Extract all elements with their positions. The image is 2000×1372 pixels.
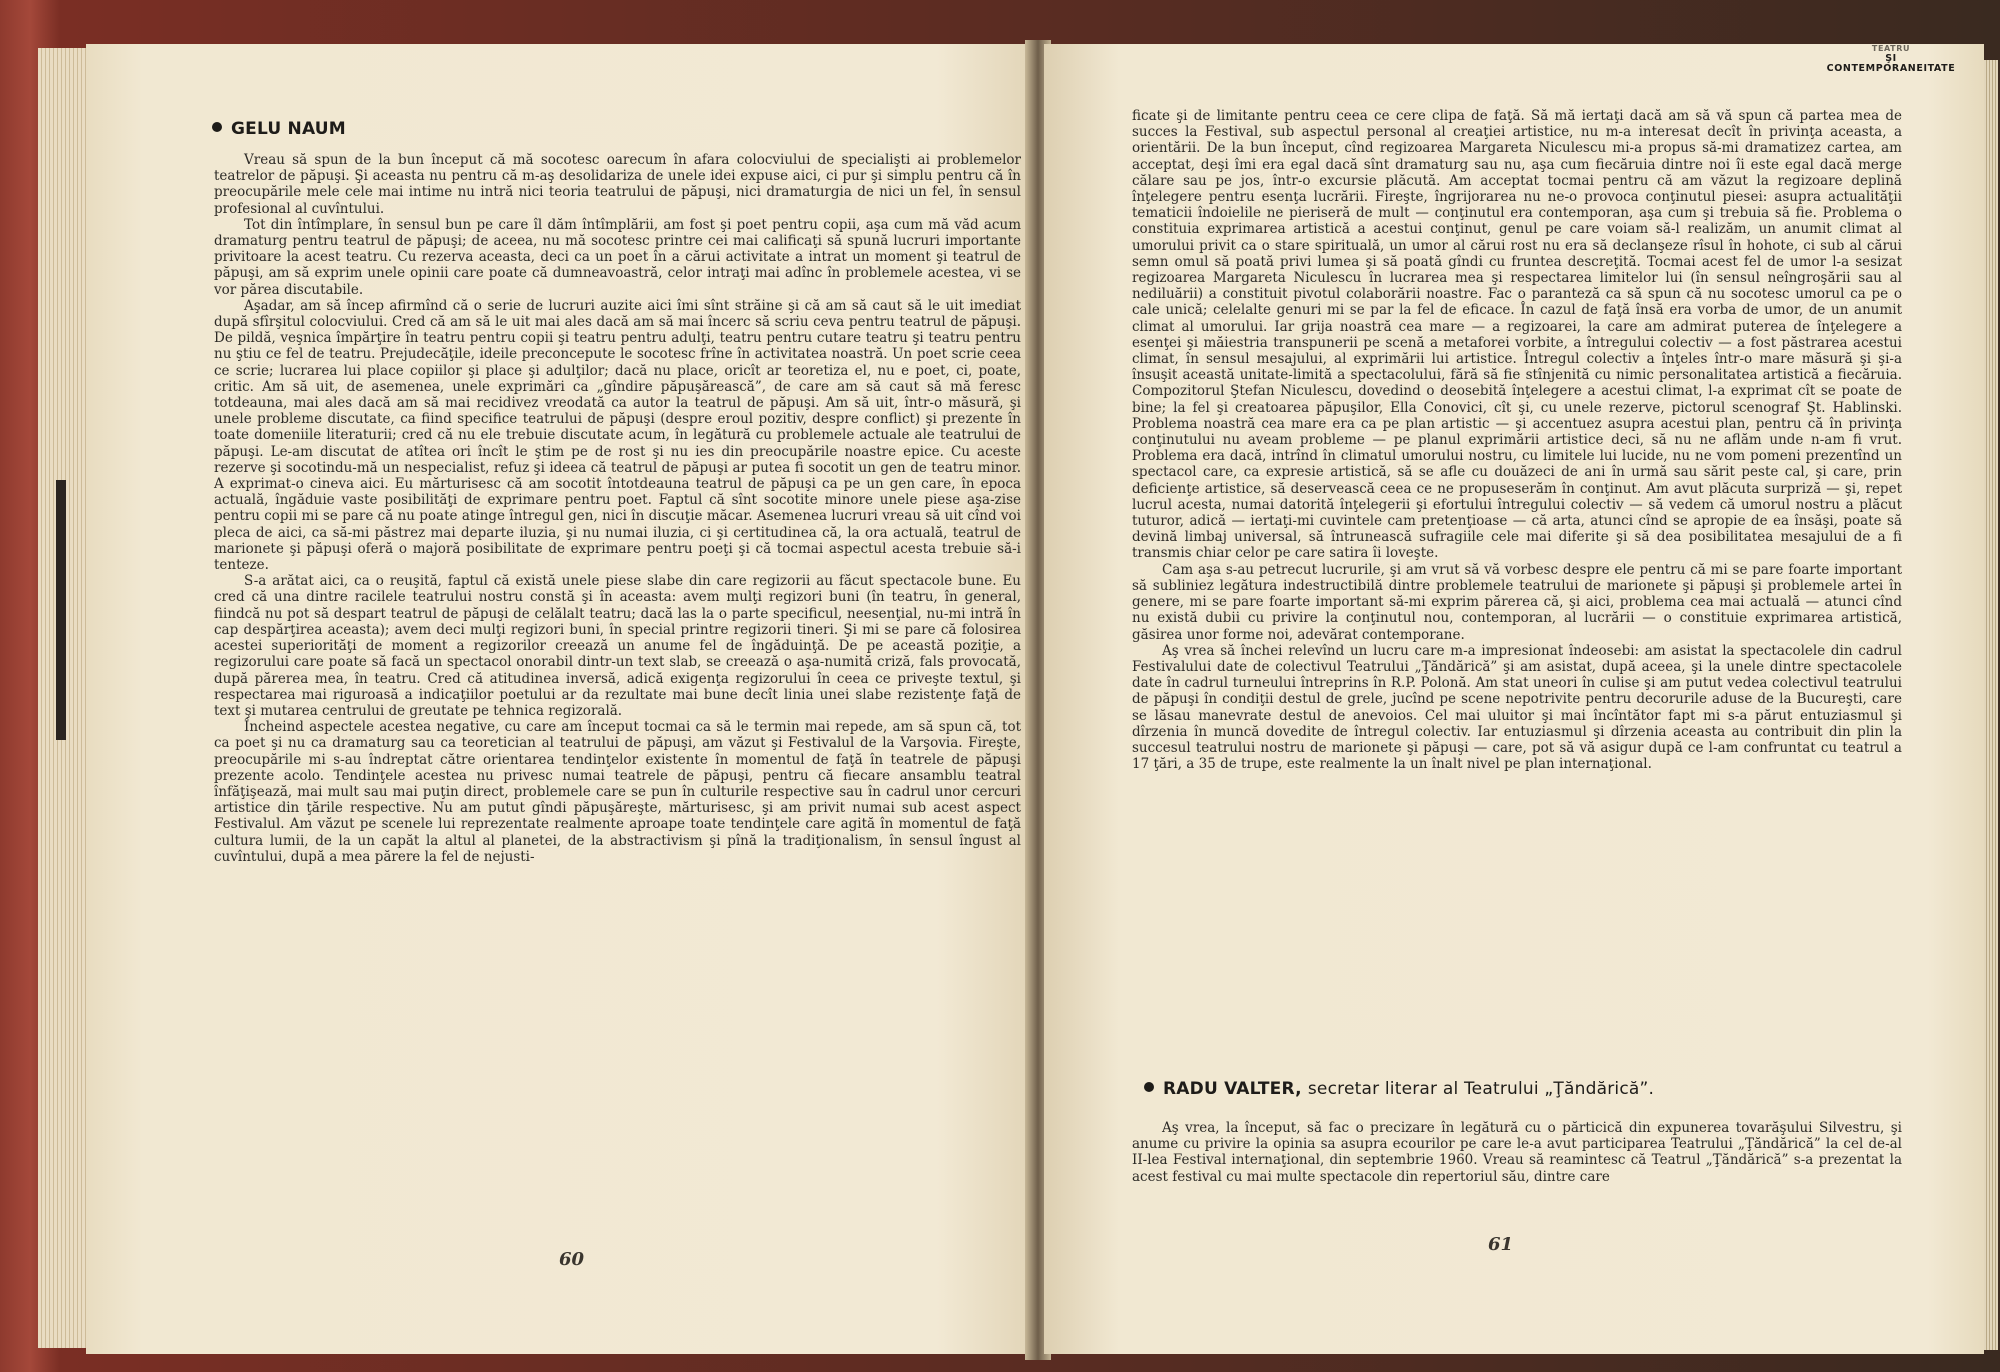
paragraph: Cam aşa s-au petrecut lucrurile, şi am vrut să vă vorbesc despre ele pentru că mi se pare foarte important să subliniez legătura indestructibilă dintre problemele teatrului de marionete şi păpuşi şi problemele artei în genere, mi se pare foarte important să-mi exprim părerea că, şi aici, problema cea mai actuală — atunci cînd nu există dubii cu privire la conţinutul nou, contemporan, al lucrării — o constituie exprimarea artistică, găsirea unor forme noi, adevărat contemporane. xyxy=(1132,561,1902,643)
paragraph: S-a arătat aici, ca o reuşită, faptul că există unele piese slabe din care regizorii au făcut spectacole bune. Eu cred că una dintre racilele teatrului nostru constă şi în aceasta: avem mulţi regizori buni (în teatru, în general, fiindcă nu pot să despart teatrul de păpuşi de celălalt teatru; dacă las la o parte specificul, neesenţial, nu-mi intră în cap despărţirea aceasta); avem deci mulţi regizori buni, în special printre regizorii tineri. Şi mi se pare că folosirea acestei superiorităţi de moment a regizorilor creează un anume fel de îngăduinţă. De pe această poziţie, a regizorului care poate să facă un spectacol onorabil dintr-un text slab, se creează o aşa-numită criză, fals provocată, după părerea mea, în teatru. Cred că atitudinea inversă, adică exigenţa regizorului în ceea ce priveşte textul, şi respectarea mai riguroasă a indicaţiilor poetului ar da rezultate mai bune decît linia unei slabe rezistenţe faţă de text şi mutarea centrului de greutate pe tehnica regizorală. xyxy=(214,573,1021,719)
left-page xyxy=(86,44,1031,1354)
paragraph: Aş vrea, la început, să fac o precizare în legătură cu o părticică din expunerea tovarăşului Silvestru, şi anume cu privire la opinia sa asupra ecourilor pe care le-a avut participarea Teatrului „Ţăndărică” la cel de-al II-lea Festival internaţional, din septembrie 1960. Vreau să reamintesc că Teatrul „Ţăndărică” s-a prezentat la acest festival cu mai multe spectacole din repertoriul său, dintre care xyxy=(1132,1120,1902,1185)
paragraph: ficate şi de limitante pentru ceea ce cere clipa de faţă. Să mă iertaţi dacă am să vă spun că partea mea de succes la Festival, sub aspectul personal al creaţiei artistice, nu m-a interesat decît în privinţa aceasta, a orientării. De la bun început, cînd regizoarea Margareta Niculescu mi-a propus să-mi dramatizez cartea, am acceptat, deşi îmi era egal dacă sînt dramaturg sau nu, aşa cum fiecăruia dintre noi îi este egal dacă merge călare sau pe jos, într-o excursie plăcută. Am acceptat tocmai pentru că am văzut la regizoare deplină înţelegere pentru esenţa lucrării. Fireşte, îngrijorarea nu ne-o provoca conţinutul piesei: asupra actualităţii tematicii îndoielile ne pieriseră de mult — conţinutul era contemporan, aşa cum şi trebuia să fie. Problema o constituia exprimarea artistică a acestui conţinut, genul pe care voiam să-l realizăm, un anumit climat al umorului privit ca o stare spirituală, un umor al cărui rost nu era să declanşeze rîsul în hohote, ci sub al cărui semn omul să poată privi lumea şi să poată gîndi cu fruntea descreţită. Tocmai acest fel de umor l-a sesizat regizoarea Margareta Niculescu în lucrarea mea şi respectarea limitelor lui (în sensul neîngroşării sau al nediluării) a constituit pivotul colaborării noastre. Fac o paranteză ca să spun că nu socotesc umorul ca pe o cale unică; celelalte genuri mi se par la fel de eficace. În cazul de faţă însă era vorba de umor, de un anumit climat al umorului. Iar grija noastră cea mare — a regizoarei, la care am admirat puterea de înţelegere a esenţei şi măiestria transpunerii pe scenă a metaforei vorbite, a întregului colectiv — a fost păstrarea acestui climat, în sensul mesajului, al exprimării lui artistice. Întregul colectiv a înţeles într-o mare măsură şi şi-a însuşit această unitate-limită a spectacolului, fără să fie stînjenită cu nimic personalitatea artistică a fiecăruia. Compozitorul Ştefan Niculescu, dovedind o deosebită înţelegere a acestui climat, l-a exprimat cît se poate de bine; la fel şi creatoarea păpuşilor, Ella Conovici, cît şi, cu unele rezerve, pictorul scenograf Şt. Hablinski. Problema noastră cea mare era ca pe plan artistic — şi accentuez asupra acestui plan, pentru că în privinţa conţinutului nu aveam probleme — pe planul exprimării artistice deci, să nu ne aflăm unde n-am fi vrut. Problema era dacă, intrînd în climatul umorului nostru, cu limitele lui lucide, nu ne vom pomeni prezentînd un spectacol care, ca expresie artistică, să se afle cu douăzeci de ani în urmă sau sărit peste cal, şi care, prin deficienţe artistice, să deservească ceea ce ne propuseserăm în conţinut. Am avut plăcuta surpriză — şi, repet lucrul acesta, numai datorită înţelegerii şi efortului întregului colectiv — să vedem că umorul nostru a plăcut tuturor, adică — iertaţi-mi cuvintele cam pretenţioase — că arta, atunci cînd se apropie de ea însăşi, poate să devină limbaj universal, să întrunească sufragiile cele mai diferite şi să dea posibilitatea mesajului de a fi transmis chiar celor pe care satira îi loveşte. xyxy=(1132,108,1902,562)
speaker-heading xyxy=(212,119,346,139)
running-head-middle: ŞI xyxy=(1885,53,1897,64)
right-section-text xyxy=(1132,1120,1902,1185)
page-number: 60 xyxy=(559,1249,585,1270)
paragraph: Tot din întîmplare, în sensul bun pe care îl dăm întîmplării, am fost şi poet pentru copii, aşa cum mă văd acum dramaturg pentru teatrul de păpuşi; de aceea, nu mă socotesc printre cei mai calificaţi să spună lucruri importante privitoare la acest teatru. Cu rezerva aceasta, deci ca un poet în a cărui activitate a intrat un moment şi teatrul de păpuşi, am să exprim unele opinii care poate că dumneavoastră, celor intraţi mai adînc în problemele acestea, vi se vor părea discutabile. xyxy=(214,216,1021,298)
page-number: 61 xyxy=(1488,1234,1514,1255)
speaker-name: RADU VALTER, xyxy=(1163,1079,1302,1099)
speaker-role: secretar literar al Teatrului „Ţăndărică”. xyxy=(1307,1079,1655,1099)
speaker-name: GELU NAUM xyxy=(231,119,346,139)
right-page xyxy=(1044,44,1984,1354)
running-head-bottom: CONTEMPORANEITATE xyxy=(1826,63,1956,74)
paragraph: Aş vrea să închei relevînd un lucru care m-a impresionat îndeosebi: am asistat la spectacolele din cadrul Festivalului date de colectivul Teatrului „Ţăndărică” şi am asistat, după aceea, şi la unele dintre spectacolele date în cadrul turneului întreprins în R.P. Polonă. Am stat uneori în culise şi am putut vedea colectivul teatrului de păpuşi în condiţii destul de grele, jucînd pe scene nepotrivite pentru decorurile aduse de la Bucureşti, care se lăsau manevrate destul de anevoios. Cel mai uluitor şi mai încîntător fapt mi s-a părut entuziasmul şi dîrzenia în muncă dovedite de întregul colectiv. Iar entuziasmul şi dîrzenia aceasta au contribuit din plin la succesul teatrului nostru de marionete şi păpuşi — care, pot să vă asigur după ce l-am confruntat cu teatrul a 17 ţări, a 35 de trupe, este realmente la un înalt nivel pe plan internaţional. xyxy=(1132,642,1902,773)
speaker-heading xyxy=(1144,1079,1654,1099)
right-text-column xyxy=(1132,108,1902,772)
paragraph: Încheind aspectele acestea negative, cu care am început tocmai ca să le termin mai repede, am să spun că, tot ca poet şi nu ca dramaturg sau ca teoretician al teatrului de păpuşi, am văzut şi Festivalul de la Varşovia. Fireşte, preocupările mi s-au îndreptat către orientarea tendinţelor existente în momentul de faţă în teatrele de păpuşi prezente acolo. Tendinţele acestea nu privesc numai teatrele de păpuşi, pentru că fiecare ansamblu teatral înfăţişează, mai mult sau mai puţin direct, problemele care se pun în culturile respective sau în cadrul unor cercuri artistice din ţările respective. Nu am putut gîndi păpuşăreşte, mărturisesc, şi am privit numai sub acest aspect Festivalul. Am văzut pe scenele lui reprezentate realmente aproape toate tendinţele care agită în momentul de faţă cultura lumii, de la un capăt la altul al planetei, de la abstractivism şi pînă la tradiţionalism, în sensul îngust al cuvîntului, după a mea părere la fel de nejusti- xyxy=(214,719,1021,865)
bookmark-ribbon xyxy=(56,480,66,740)
left-text-column xyxy=(214,152,1021,865)
running-head-top: TEATRU xyxy=(1871,44,1911,53)
paragraph: Aşadar, am să încep afirmînd că o serie de lucruri auzite aici îmi sînt străine şi că am să caut să le uit imediat după sfîrşitul colocviului. Cred că am să le uit mai ales dacă am să mai încerc să scriu ceva pentru teatrul de păpuşi. De pildă, veşnica împărţire în teatru pentru copii şi teatru pentru adulţi, teatru pentru cutare teatru şi teatru pentru nu ştiu ce fel de teatru. Prejudecăţile, ideile preconcepute le socotesc frîne în activitatea noastră. Un poet scrie ceea ce scrie; lucrarea lui place copiilor şi place şi adulţilor; dacă nu place, oricît ar teoretiza el, nu e poet, ci, poate, critic. Am să uit, de asemenea, unele exprimări ca „gîndire păpuşărească”, de care am să caut să mă feresc totdeauna, mai ales dacă am să mai recidivez vreodată ca autor la teatrul de păpuşi. Am să uit, într-o măsură, şi unele probleme discutate, ca fiind specifice teatrului de păpuşi (despre eroul pozitiv, despre conflict) şi prezente în toate domeniile literaturii; cred că nu ele trebuie discutate acum, în legătură cu problemele actuale ale teatrului de păpuşi. Le-am discutat de atîtea ori încît le ştim pe de rost şi nu ies din preocupările noastre epice. Cu aceste rezerve şi socotindu-mă un nespecialist, refuz şi ideea că teatrul de păpuşi ar putea fi socotit un gen de teatru minor. A exprimat-o cineva aici. Eu mărturisesc că am socotit întotdeauna teatrul de păpuşi ca pe un gen care, în epoca actuală, îngăduie vaste posibilităţi de exprimare pentru poet. Faptul că sînt socotite minore unele piese aşa-zise pentru copii mi se pare că nu poate atinge întregul gen, nici în discuţie măcar. Asemenea lucruri vreau să uit cînd voi pleca de aici, ca să-mi păstrez mai departe iluzia, şi nu numai iluzia, ci şi certitudinea că, la ora actuală, teatrul de marionete şi păpuşi oferă o majoră posibilitate de exprimare pentru poeţi şi că tocmai aspectul acesta trebuie să-i tenteze. xyxy=(214,297,1021,574)
bullet-icon xyxy=(1144,1082,1154,1092)
bullet-icon xyxy=(212,122,222,132)
paragraph: Vreau să spun de la bun început că mă socotesc oarecum în afara colocviului de specialişti ai problemelor teatrelor de păpuşi. Şi aceasta nu pentru că m-aş desolidariza de unele idei expuse aici, ci pur şi simplu pentru că în preocupările mele cele mai intime nu intră nici teoria teatrului de păpuşi, nici dramaturgia de nici un fel, în sensul profesional al cuvîntului. xyxy=(214,152,1021,217)
running-head xyxy=(1826,44,1956,74)
page-stack-edge xyxy=(1984,60,1998,1350)
